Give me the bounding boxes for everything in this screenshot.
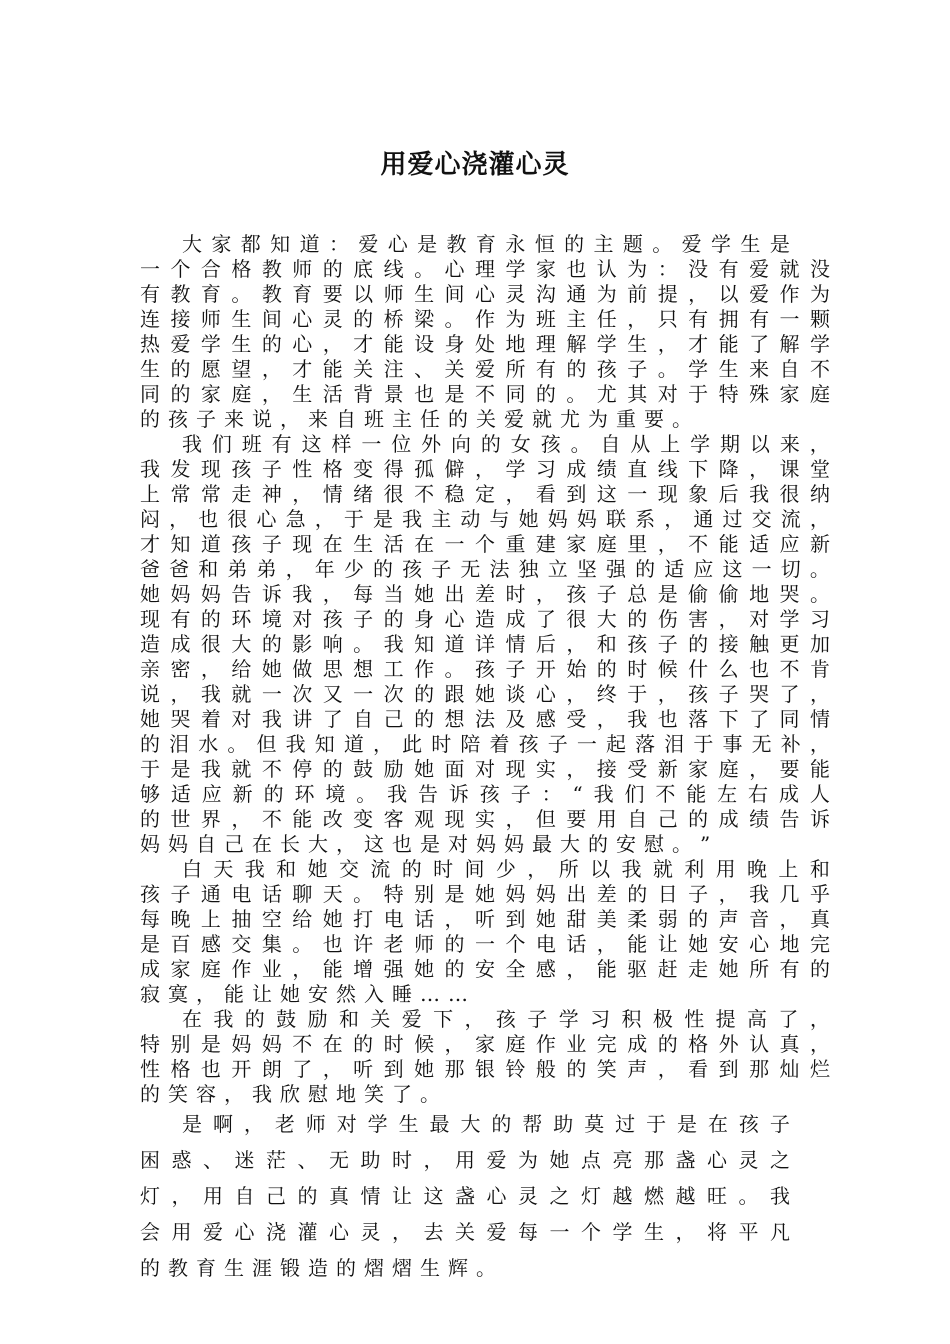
text-line: 困 惑 、 迷 茫 、 无 助 时 ， 用 爱 为 她 点 亮 那 盏 心 灵 之 [140,1148,790,1172]
text-line: 够 适 应 新 的 环 境 。 我 告 诉 孩 子 ： “ 我 们 不 能 左 右 成 人 [140,782,830,806]
text-line: 白 天 我 和 她 交 流 的 时 间 少 ， 所 以 我 就 利 用 晚 上 和 [182,857,830,881]
text-line: 的 世 界 ， 不 能 改 变 客 观 现 实 ， 但 要 用 自 己 的 成 绩 告 诉 [140,807,830,831]
text-line: 每 晚 上 抽 空 给 她 打 电 话 ， 听 到 她 甜 美 柔 弱 的 声 音 ， 真 [140,907,830,931]
text-line: 大 家 都 知 道 ： 爱 心 是 教 育 永 恒 的 主 题 。 爱 学 生 是 [182,232,790,256]
text-line: 有 教 育 。 教 育 要 以 师 生 间 心 灵 沟 通 为 前 提 ， 以 爱 作 为 [140,282,830,306]
text-line: 现 有 的 环 境 对 孩 子 的 身 心 造 成 了 很 大 的 伤 害 ， 对 学 习 [140,607,830,631]
text-line: 孩 子 通 电 话 聊 天 。 特 别 是 她 妈 妈 出 差 的 日 子 ， 我 几 乎 [140,882,830,906]
text-line: 她 妈 妈 告 诉 我 ， 每 当 她 出 差 时 ， 孩 子 总 是 偷 偷 地 哭 。 [140,582,830,606]
text-line: 是 百 感 交 集 。 也 许 老 师 的 一 个 电 话 ， 能 让 她 安 心 地 完 [140,932,830,956]
text-line: 会 用 爱 心 浇 灌 心 灵 ， 去 关 爱 每 一 个 学 生 ， 将 平 凡 [140,1220,790,1244]
text-line: 成 家 庭 作 业 ， 能 增 强 她 的 安 全 感 ， 能 驱 赶 走 她 所 有 的 [140,957,830,981]
text-line: 上 常 常 走 神 ， 情 绪 很 不 稳 定 ， 看 到 这 一 现 象 后 我 很 纳 [140,482,830,506]
text-line: 灯 ， 用 自 己 的 真 情 让 这 盏 心 灵 之 灯 越 燃 越 旺 。 我 [140,1184,790,1208]
text-line: 她 哭 着 对 我 讲 了 自 己 的 想 法 及 感 受 ， 我 也 落 下 了 同 情 [140,707,830,731]
text-line: 亲 密 ， 给 她 做 思 想 工 作 。 孩 子 开 始 的 时 候 什 么 也 不 肯 [140,657,830,681]
text-line: 的 孩 子 来 说 ， 来 自 班 主 任 的 关 爱 就 尤 为 重 要 。 [140,407,700,431]
text-line: 在 我 的 鼓 励 和 关 爱 下 ， 孩 子 学 习 积 极 性 提 高 了 ， [182,1007,830,1031]
document-title: 用爱心浇灌心灵 [380,150,570,180]
text-line: 连 接 师 生 间 心 灵 的 桥 梁 。 作 为 班 主 任 ， 只 有 拥 有 一 颗 [140,307,830,331]
text-line: 特 别 是 妈 妈 不 在 的 时 候 ， 家 庭 作 业 完 成 的 格 外 认 真 ， [140,1032,830,1056]
text-line: 的 泪 水 。 但 我 知 道 ， 此 时 陪 着 孩 子 一 起 落 泪 于 事 无 补 ， [140,732,830,756]
text-line: 寂 寞 ， 能 让 她 安 然 入 睡 … … [140,982,476,1006]
text-line: 一 个 合 格 教 师 的 底 线 。 心 理 学 家 也 认 为 ： 没 有 爱 就 没 [140,257,830,281]
text-line: 的 笑 容 ， 我 欣 慰 地 笑 了 。 [140,1082,448,1106]
text-line: 的 教 育 生 涯 锻 造 的 熠 熠 生 辉 。 [140,1256,504,1280]
text-line: 造 成 很 大 的 影 响 。 我 知 道 详 情 后 ， 和 孩 子 的 接 触 更 加 [140,632,830,656]
text-line: 我 发 现 孩 子 性 格 变 得 孤 僻 ， 学 习 成 绩 直 线 下 降 ， 课 堂 [140,457,830,481]
text-line: 妈 妈 自 己 在 长 大 ， 这 也 是 对 妈 妈 最 大 的 安 慰 。 ” [140,832,719,856]
text-line: 于 是 我 就 不 停 的 鼓 励 她 面 对 现 实 ， 接 受 新 家 庭 ， 要 能 [140,757,830,781]
text-line: 我 们 班 有 这 样 一 位 外 向 的 女 孩 。 自 从 上 学 期 以 来 ， [182,432,830,456]
text-line: 是 啊 ， 老 师 对 学 生 最 大 的 帮 助 莫 过 于 是 在 孩 子 [182,1112,790,1136]
text-line: 热 爱 学 生 的 心 ， 才 能 设 身 处 地 理 解 学 生 ， 才 能 了 解 学 [140,332,830,356]
text-line: 才 知 道 孩 子 现 在 生 活 在 一 个 重 建 家 庭 里 ， 不 能 适 应 新 [140,532,830,556]
text-line: 性 格 也 开 朗 了 ， 听 到 她 那 银 铃 般 的 笑 声 ， 看 到 那 灿 烂 [140,1057,830,1081]
text-line: 说 ， 我 就 一 次 又 一 次 的 跟 她 谈 心 ， 终 于 ， 孩 子 哭 了 ， [140,682,830,706]
text-line: 同 的 家 庭 ， 生 活 背 景 也 是 不 同 的 。 尤 其 对 于 特 殊 家 庭 [140,382,830,406]
text-line: 生 的 愿 望 ， 才 能 关 注 、 关 爱 所 有 的 孩 子 。 学 生 来 自 不 [140,357,830,381]
text-line: 爸 爸 和 弟 弟 ， 年 少 的 孩 子 无 法 独 立 坚 强 的 适 应 这 一 切 。 [140,557,830,581]
text-line: 闷 ， 也 很 心 急 ， 于 是 我 主 动 与 她 妈 妈 联 系 ， 通 过 交 流 ， [140,507,830,531]
